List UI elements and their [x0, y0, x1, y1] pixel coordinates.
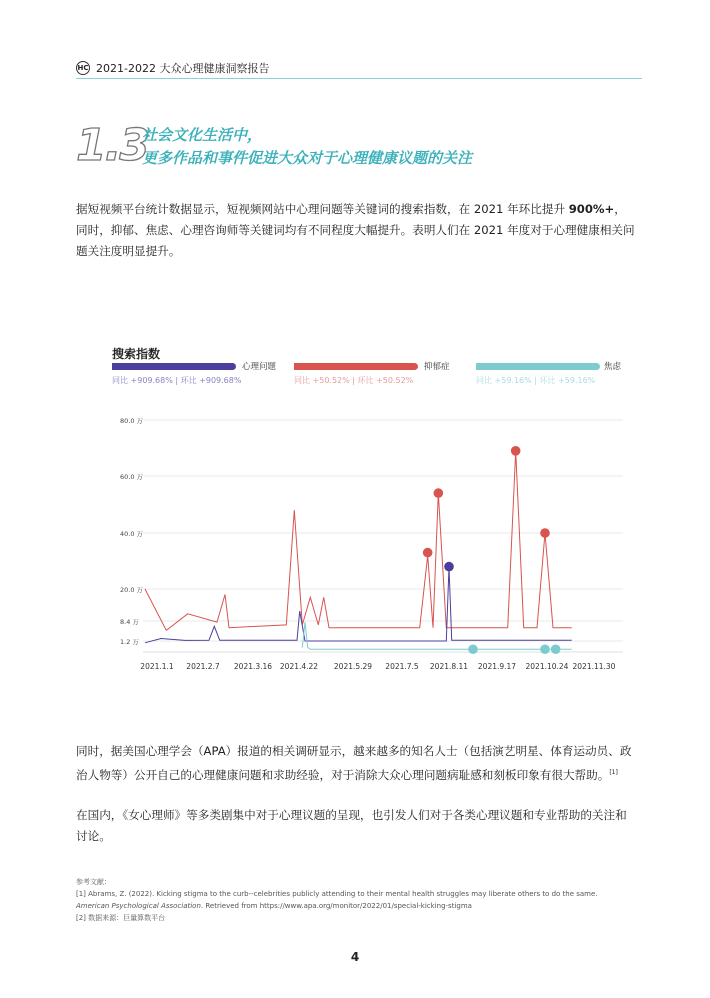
references [76, 876, 636, 924]
reference-2: [2] 数据来源：巨量算数平台 [76, 914, 166, 922]
legend-label-anxiety: 焦虑 [604, 362, 622, 372]
apa-citation: [1] [609, 769, 618, 776]
legend-stat-psych: 同比 +909.68% | 环比 +909.68% [112, 376, 242, 385]
section-number: 1.3 [76, 120, 148, 171]
series-line [302, 622, 571, 649]
x-tick-label: 2021.10.24 [525, 662, 569, 671]
series-line [145, 567, 572, 643]
reference-1-url: . Retrieved from https://www.apa.org/monitor/2022/01/special-kicking-stigma [200, 902, 472, 910]
x-tick-label: 2021.8.11 [429, 662, 469, 671]
series-marker [540, 528, 550, 538]
series-marker [540, 644, 550, 654]
intro-text-2: ，同时，抑郁、焦虑、心理咨询师等关键词均有不同程度大幅提升。表明人们在 2021 年度对于心理健康相关问题关注度明显提升。 [76, 202, 635, 258]
section-title-line1: 社会文化生活中， [142, 126, 263, 144]
series-marker [551, 644, 561, 654]
chart-title: 搜索指数 [112, 347, 161, 361]
legend-stat-anxiety: 同比 +59.16% | 环比 +59.16% [476, 376, 596, 385]
apa-text: 同时，据美国心理学会（APA）报道的相关调研显示，越来越多的知名人士（包括演艺明星、体育运动员、政治人物等）公开自己的心理健康问题和求助经验，对于消除大众心理问题病耻感和刻板印象有很大帮助。 [76, 744, 632, 782]
reference-1 [76, 888, 636, 912]
legend-label-psych: 心理问题 [242, 362, 277, 372]
y-tick-label: 8.4 万 [120, 618, 139, 626]
report-logo-icon: HC [76, 61, 90, 75]
series-marker [511, 446, 521, 456]
section-title-line2: 更多作品和事件促进大众对于心理健康议题的关注 [142, 149, 473, 167]
page-number: 4 [350, 950, 360, 964]
intro-bold-figure: 900%+ [568, 202, 615, 216]
domestic-paragraph: 在国内，《女心理师》等多类剧集中对于心理议题的呈现，也引发人们对于各类心理议题和专业帮助的关注和讨论。 [76, 808, 627, 843]
intro-text-1: 据短视频平台统计数据显示，短视频网站中心理问题等关键词的搜索指数，在 2021 年环比提升 [76, 202, 569, 216]
x-tick-label: 2021.1.1 [140, 662, 174, 671]
series-marker [468, 644, 478, 654]
x-tick-label: 2021.7.5 [385, 662, 419, 671]
x-tick-label: 2021.4.22 [279, 662, 319, 671]
legend-label-depression: 抑郁症 [424, 362, 450, 372]
y-tick-label: 1.2 万 [120, 638, 139, 646]
apa-paragraph [76, 741, 636, 786]
x-tick-label: 2021.11.30 [572, 662, 616, 671]
reference-1-text: [1] Abrams, Z. (2022). Kicking stigma to the curb--celebrities publicly attending to their mental health struggles may liberate others to do the same. [76, 890, 598, 898]
x-tick-label: 2021.9.17 [477, 662, 517, 671]
x-tick-label: 2021.5.29 [333, 662, 373, 671]
series-line [145, 451, 572, 631]
y-tick-label: 80.0 万 [120, 417, 144, 425]
x-tick-label: 2021.2.7 [186, 662, 220, 671]
references-heading: 参考文献： [76, 878, 111, 886]
series-marker [423, 548, 433, 558]
header-title: 2021-2022 大众心理健康洞察报告 [96, 62, 270, 75]
y-tick-label: 40.0 万 [120, 530, 144, 538]
reference-1-journal: American Psychological Association [76, 902, 201, 910]
y-tick-label: 20.0 万 [120, 586, 144, 594]
x-tick-label: 2021.3.16 [233, 662, 273, 671]
series-marker [444, 562, 454, 572]
legend-stat-depression: 同比 +50.52% | 环比 +50.52% [294, 376, 414, 385]
y-tick-label: 60.0 万 [120, 473, 144, 481]
series-marker [434, 488, 444, 498]
